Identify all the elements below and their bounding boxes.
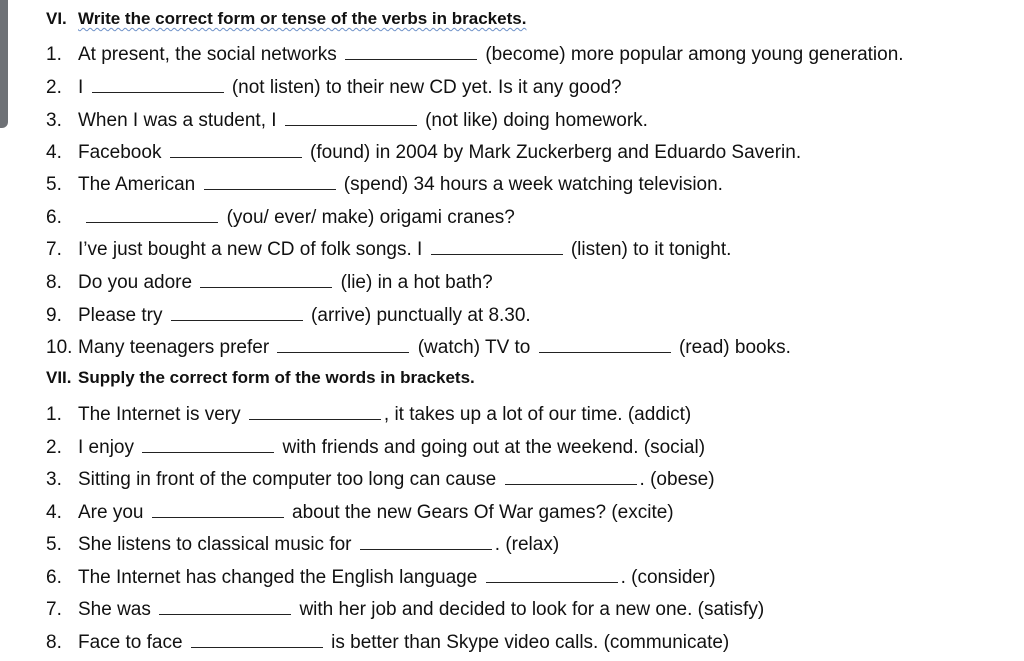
answer-blank[interactable] bbox=[86, 204, 218, 223]
item-text-before: I bbox=[78, 77, 84, 98]
section-6-heading bbox=[46, 9, 526, 29]
exercise-6-item-4: 4. Facebook (found) in 2004 by Mark Zuckerberg and Eduardo Saverin. bbox=[46, 139, 801, 171]
section-6-number: VI. bbox=[46, 9, 67, 28]
item-text-before: Many teenagers prefer bbox=[78, 337, 270, 358]
item-text-before: At present, the social networks bbox=[78, 44, 337, 65]
exercise-6-item-3: 3. When I was a student, I (not like) doing homework. bbox=[46, 107, 648, 139]
answer-blank[interactable] bbox=[360, 531, 492, 550]
answer-blank[interactable] bbox=[277, 334, 409, 353]
item-text-before: I’ve just bought a new CD of folk songs. I bbox=[78, 239, 423, 260]
answer-blank[interactable] bbox=[191, 629, 323, 648]
item-text-after: . (relax) bbox=[494, 534, 560, 555]
item-text-after: with her job and decided to look for a new one. (satisfy) bbox=[299, 599, 765, 620]
answer-blank[interactable] bbox=[345, 41, 477, 60]
item-text-after: is better than Skype video calls. (communicate) bbox=[331, 632, 730, 653]
item-text-after: (spend) 34 hours a week watching television. bbox=[343, 174, 723, 195]
item-text-middle: (watch) TV to bbox=[417, 337, 531, 358]
item-text-before: The American bbox=[78, 174, 196, 195]
item-text-before: Face to face bbox=[78, 632, 183, 653]
item-text-after: . (obese) bbox=[639, 469, 715, 490]
exercise-7-item-7: 7. She was with her job and decided to look for a new one. (satisfy) bbox=[46, 596, 764, 628]
answer-blank[interactable] bbox=[170, 139, 302, 158]
section-6-title: Write the correct form or tense of the verbs in brackets. bbox=[78, 9, 527, 28]
item-text-after: (found) in 2004 by Mark Zuckerberg and Eduardo Saverin. bbox=[310, 142, 802, 163]
answer-blank[interactable] bbox=[142, 434, 274, 453]
answer-blank[interactable] bbox=[200, 269, 332, 288]
exercise-6-item-9: 9. Please try (arrive) punctually at 8.30. bbox=[46, 302, 531, 334]
exercise-6-item-7: 7. I’ve just bought a new CD of folk songs. I (listen) to it tonight. bbox=[46, 236, 731, 268]
item-text-after: (not listen) to their new CD yet. Is it any good? bbox=[231, 77, 622, 98]
item-text-after: (listen) to it tonight. bbox=[570, 239, 732, 260]
exercise-7-item-4: 4. Are you about the new Gears Of War games? (excite) bbox=[46, 499, 674, 531]
item-text-after: (become) more popular among young generation. bbox=[485, 44, 904, 65]
answer-blank-2[interactable] bbox=[539, 334, 671, 353]
item-text-after: (arrive) punctually at 8.30. bbox=[311, 305, 531, 326]
exercise-6-item-2: 2. I (not listen) to their new CD yet. Is it any good? bbox=[46, 74, 622, 106]
item-text-before: When I was a student, I bbox=[78, 110, 277, 131]
item-text-before: I enjoy bbox=[78, 437, 134, 458]
answer-blank[interactable] bbox=[159, 596, 291, 615]
item-text-before: Facebook bbox=[78, 142, 162, 163]
answer-blank[interactable] bbox=[152, 499, 284, 518]
item-text-before: The Internet is very bbox=[78, 404, 241, 425]
item-text-after: (lie) in a hot bath? bbox=[340, 272, 493, 293]
exercise-6-item-8: 8. Do you adore (lie) in a hot bath? bbox=[46, 269, 493, 301]
item-text-before: She listens to classical music for bbox=[78, 534, 352, 555]
item-text-before: She was bbox=[78, 599, 151, 620]
exercise-6-item-5: 5. The American (spend) 34 hours a week watching television. bbox=[46, 171, 723, 203]
answer-blank[interactable] bbox=[92, 74, 224, 93]
section-7-title: Supply the correct form of the words in brackets. bbox=[78, 368, 475, 387]
item-text-after: (read) books. bbox=[678, 337, 791, 358]
exercise-6-item-6: 6. (you/ ever/ make) origami cranes? bbox=[46, 204, 515, 236]
exercise-7-item-3: 3. Sitting in front of the computer too long can cause . (obese) bbox=[46, 466, 715, 498]
exercise-7-item-2: 2. I enjoy with friends and going out at the weekend. (social) bbox=[46, 434, 705, 466]
answer-blank[interactable] bbox=[486, 564, 618, 583]
item-text-after: with friends and going out at the weekend. (social) bbox=[282, 437, 706, 458]
section-7-heading bbox=[46, 368, 475, 388]
answer-blank[interactable] bbox=[285, 107, 417, 126]
exercise-6-item-10: 10. Many teenagers prefer (watch) TV to (read) books. bbox=[46, 334, 791, 366]
answer-blank[interactable] bbox=[204, 171, 336, 190]
answer-blank[interactable] bbox=[249, 401, 381, 420]
item-text-after: (not like) doing homework. bbox=[425, 110, 648, 131]
answer-blank[interactable] bbox=[171, 302, 303, 321]
item-text-after: , it takes up a lot of our time. (addict) bbox=[383, 404, 692, 425]
answer-blank[interactable] bbox=[431, 236, 563, 255]
item-text-before: The Internet has changed the English language bbox=[78, 567, 478, 588]
item-text-before: Are you bbox=[78, 502, 144, 523]
item-text-after: . (consider) bbox=[620, 567, 716, 588]
item-text-before: Do you adore bbox=[78, 272, 193, 293]
item-text-before: Sitting in front of the computer too long can cause bbox=[78, 469, 497, 490]
exercise-7-item-1: 1. The Internet is very , it takes up a lot of our time. (addict) bbox=[46, 401, 691, 433]
answer-blank[interactable] bbox=[505, 466, 637, 485]
left-edge-bar bbox=[0, 0, 8, 128]
exercise-6-item-1: 1. At present, the social networks (become) more popular among young generation. bbox=[46, 41, 904, 73]
exercise-7-item-6: 6. The Internet has changed the English language . (consider) bbox=[46, 564, 716, 596]
item-text-after: about the new Gears Of War games? (excite) bbox=[292, 502, 674, 523]
exercise-7-item-8: 8. Face to face is better than Skype video calls. (communicate) bbox=[46, 629, 729, 661]
exercise-7-item-5: 5. She listens to classical music for . (relax) bbox=[46, 531, 559, 563]
item-text-after: (you/ ever/ make) origami cranes? bbox=[226, 207, 515, 228]
section-7-number: VII. bbox=[46, 368, 72, 387]
item-text-before: Please try bbox=[78, 305, 163, 326]
